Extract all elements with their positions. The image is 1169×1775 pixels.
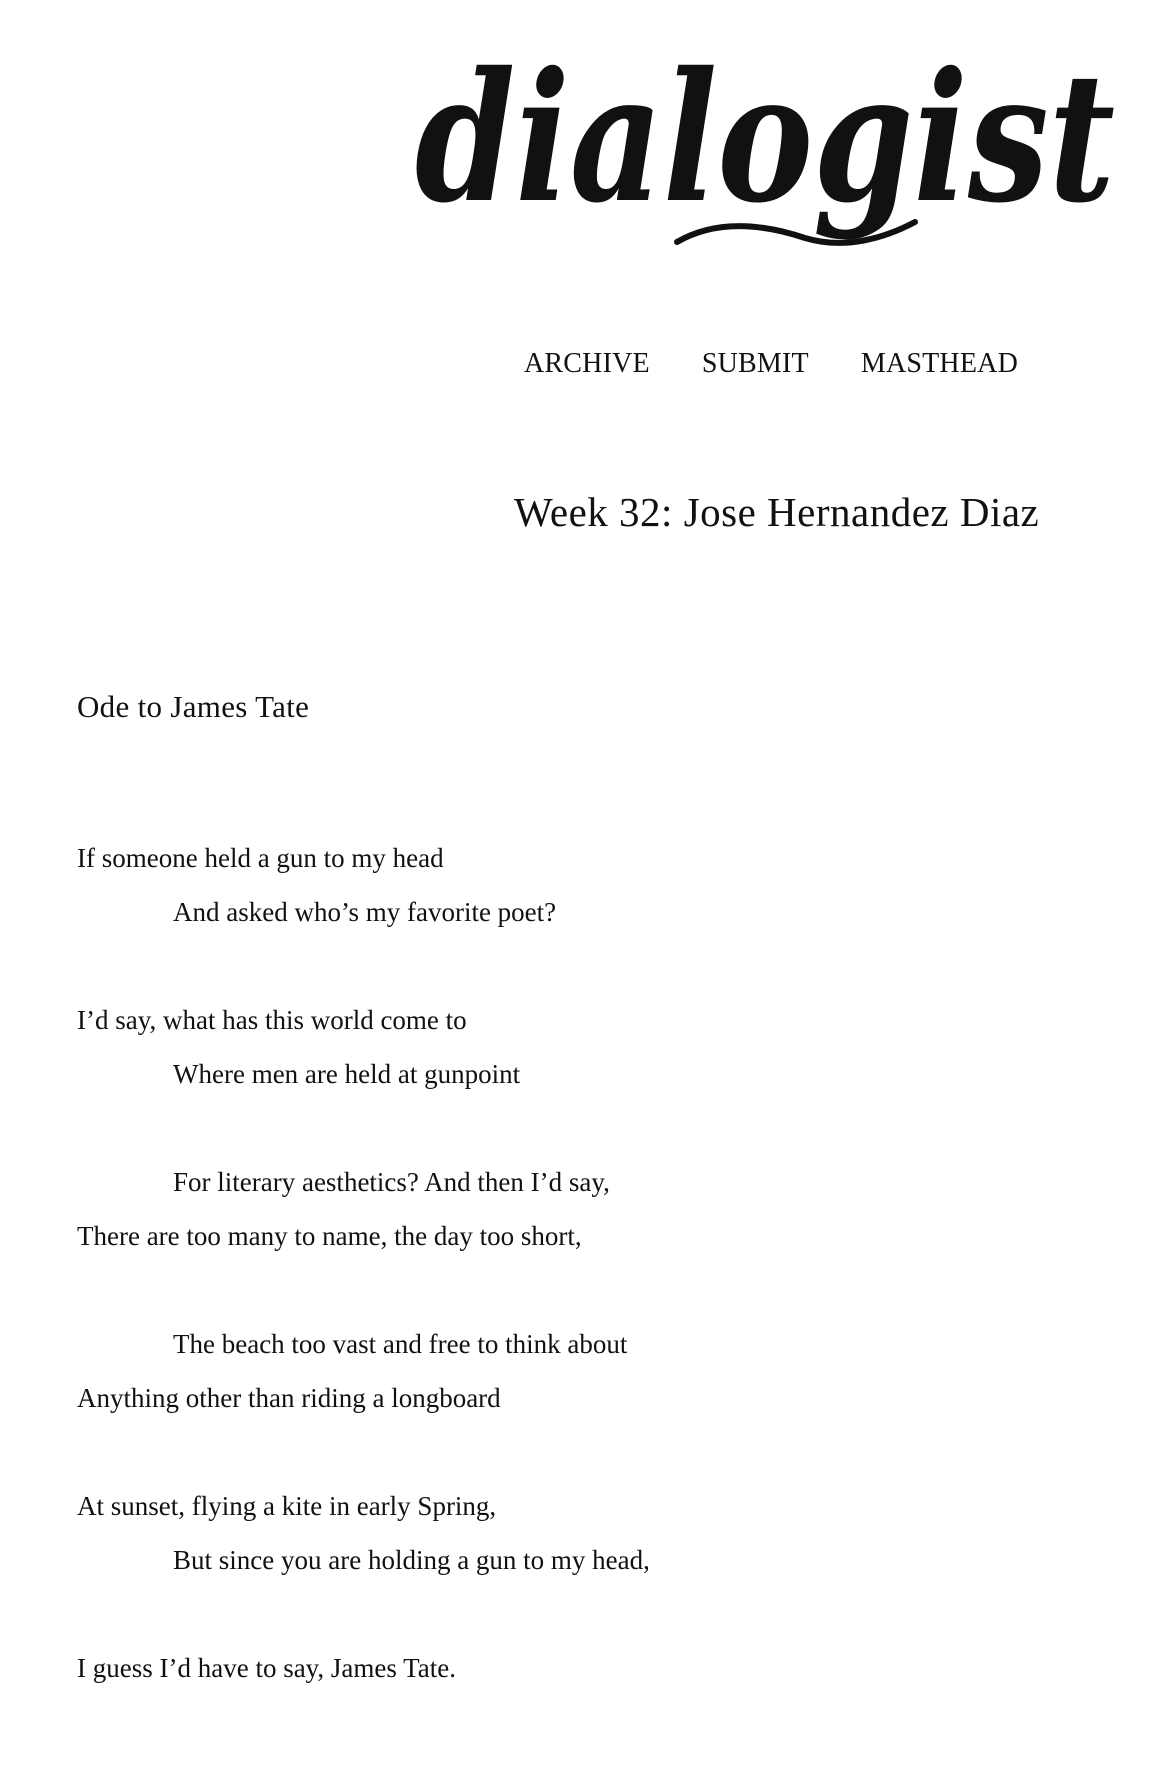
poem-stanza-5 [77,1490,1077,1598]
page-title: Week 32: Jose Hernandez Diaz [514,489,1040,535]
poem-line: If someone held a gun to my head [77,843,444,873]
poem-line: There are too many to name, the day too short, [77,1221,582,1251]
poem-line: I’d say, what has this world come to [77,1005,467,1035]
poem-line-indented: And asked who’s my favorite poet? [173,897,557,927]
poem-stanza-1 [77,842,1077,950]
site-logo[interactable] [415,30,1120,255]
poem-line: I guess I’d have to say, James Tate. [77,1653,457,1683]
poem-stanza-6 [77,1652,1077,1706]
logo-text: dialogist [415,33,1115,242]
nav-submit[interactable]: SUBMIT [701,348,809,379]
nav-archive[interactable]: ARCHIVE [524,348,650,379]
poem-line-indented: But since you are holding a gun to my head, [173,1545,650,1575]
main-nav [524,348,1018,380]
poem-body [77,842,1077,1760]
poem-line: Anything other than riding a longboard [77,1383,501,1413]
logo-wordmark [415,30,1120,255]
nav-masthead[interactable]: MASTHEAD [860,348,1019,379]
poem-line-indented: Where men are held at gunpoint [173,1059,521,1089]
poem-stanza-3 [77,1166,1077,1274]
poem-stanza-4 [77,1328,1077,1436]
poem-line-indented: The beach too vast and free to think about [173,1329,628,1359]
poem-line: At sunset, flying a kite in early Spring, [77,1491,497,1521]
poem-title: Ode to James Tate [77,689,310,724]
poem-stanza-2 [77,1004,1077,1112]
poem-line-indented: For literary aesthetics? And then I’d say, [173,1167,610,1197]
